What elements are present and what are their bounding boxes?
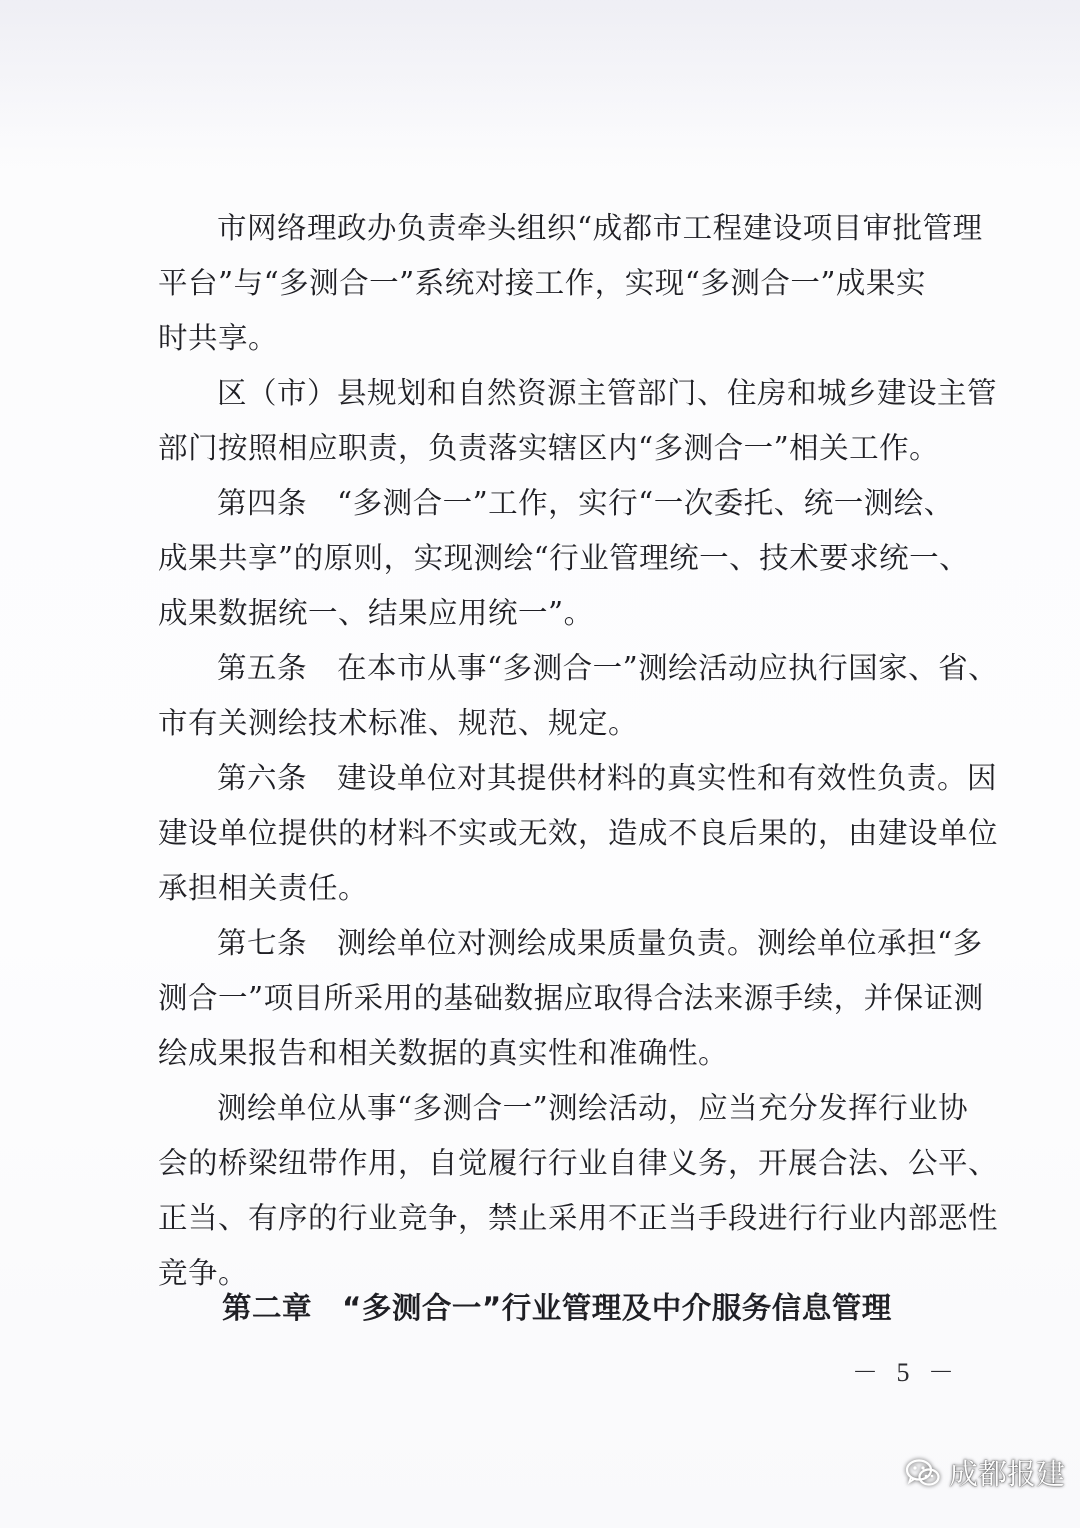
paragraph-article-7 [158,916,984,1081]
text-line: 竞争。 [158,1256,249,1290]
text-line: 建设单位提供的材料不实或无效，造成不良后果的，由建设单位 [158,816,999,850]
paragraph-network-office [158,201,983,366]
text-line: 正当、有序的行业竞争，禁止采用不正当手段进行行业内部恶性 [158,1201,999,1235]
wechat-watermark [905,1452,1065,1493]
chapter-title: 第二章 “多测合一”行业管理及中介服务信息管理 [222,1291,892,1325]
paragraph-district-departments [158,366,998,476]
paragraph-article-6 [158,751,999,916]
text-line: 市网络理政办负责牵头组织“成都市工程建设项目审批管理 [217,211,983,245]
watermark-text: 成都报建 [949,1457,1066,1491]
text-line: 时共享。 [158,321,279,355]
text-line: 测绘单位从事“多测合一”测绘活动，应当充分发挥行业协 [217,1091,969,1125]
text-line: 市有关测绘技术标准、规范、规定。 [158,706,639,740]
page-number: － 5 － [852,1358,961,1387]
text-line: 区（市）县规划和自然资源主管部门、住房和城乡建设主管 [217,376,998,410]
text-line: 第四条 “多测合一”工作，实行“一次委托、统一测绘、 [217,486,954,520]
paragraph-article-4 [158,476,970,641]
text-line: 第七条 测绘单位对测绘成果质量负责。测绘单位承担“多 [217,926,983,960]
scan-shading [0,0,1080,150]
paragraph-article-5 [158,641,999,751]
text-line: 测合一”项目所采用的基础数据应取得合法来源手续，并保证测 [158,981,984,1015]
text-line: 第六条 建设单位对其提供材料的真实性和有效性负责。因 [217,761,998,795]
text-line: 第五条 在本市从事“多测合一”测绘活动应执行国家、省、 [217,651,999,685]
text-line: 承担相关责任。 [158,871,369,905]
text-line: 会的桥梁纽带作用，自觉履行行业自律义务，开展合法、公平、 [158,1146,999,1180]
text-line: 平台”与“多测合一”系统对接工作，实现“多测合一”成果实 [158,266,926,300]
text-line: 部门按照相应职责，负责落实辖区内“多测合一”相关工作。 [158,431,940,465]
text-line: 绘成果报告和相关数据的真实性和准确性。 [158,1036,729,1070]
paragraph-surveying-units [158,1081,999,1301]
text-line: 成果数据统一、结果应用统一”。 [158,596,594,630]
text-line: 成果共享”的原则，实现测绘“行业管理统一、技术要求统一、 [158,541,970,575]
wechat-icon [905,1458,941,1488]
